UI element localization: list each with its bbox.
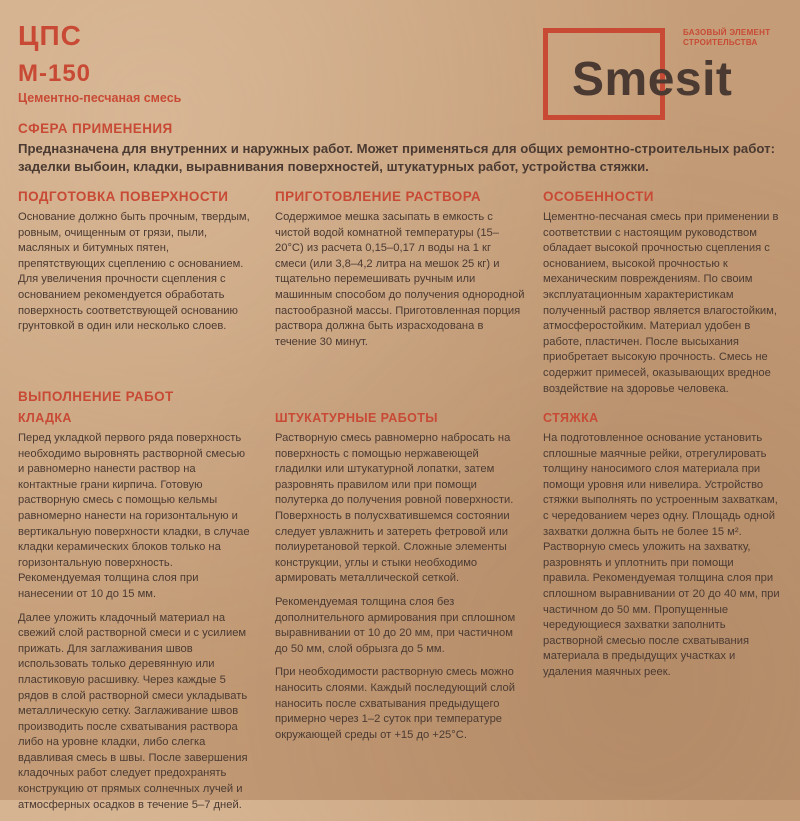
mortar-prep-title: ПРИГОТОВЛЕНИЕ РАСТВОРА — [275, 189, 482, 204]
screed-text — [543, 431, 783, 689]
features-title: ОСОБЕННОСТИ — [543, 189, 654, 204]
masonry-title: КЛАДКА — [18, 411, 72, 425]
plaster-paragraph: При необходимости растворную смесь можно наносить слоями. Каждый последующий слой наносить после схватывания предыдущего примерно через 1–2 суток при температуре окружающей среды от +15 до +25°С. — [275, 666, 515, 741]
masonry-text — [18, 431, 253, 821]
screed-paragraph: На подготовленное основание установить сплошные маячные рейки, отрегулировать толщину наносимого слоя материала при помощи уровня или нивелира. Устройство стяжки выполнять по устроенным захваткам, с чередованием через одну. Площадь одной захватки должна быть не более 15 м². Растворную смесь уложить на захватку, разровнять и уплотнить при помощи правила. Рекомендуемая толщина слоя при сплошном выравнивании от 20 до 40 мм, при частичном до 50 мм. Пропущенные чередующиеся захватки заполнить растворной смесью после схватывания материала в предыдущих участках и удаления маячных реек. — [543, 432, 780, 678]
screed-title: СТЯЖКА — [543, 411, 599, 425]
logo-tagline-line-1: БАЗОВЫЙ ЭЛЕМЕНТ — [683, 28, 771, 37]
works-title: ВЫПОЛНЕНИЕ РАБОТ — [18, 389, 174, 404]
product-code: ЦПС — [18, 20, 82, 51]
surface-prep-text: Основание должно быть прочным, твердым, ровным, очищенным от грязи, пыли, масляных и битумных пятен, препятствующих сцеплению с основанием. Для увеличения прочности сцепления с основанием рекомендуется обработать поверхность соответствующей основанию грунтовкой в один или несколько слоев. — [18, 211, 250, 333]
logo-tagline-line-2: СТРОИТЕЛЬСТВА — [683, 38, 758, 47]
logo-tagline — [683, 28, 770, 48]
plaster-text — [275, 431, 525, 751]
plaster-paragraph: Рекомендуемая толщина слоя без дополнительного армирования при сплошном выравнивании от 10 до 20 мм, при частичном до 50 мм, слой обрызга до 5 мм. — [275, 595, 516, 655]
product-subtitle: Цементно-песчаная смесь — [18, 91, 182, 105]
surface-prep-title: ПОДГОТОВКА ПОВЕРХНОСТИ — [18, 189, 229, 204]
mortar-prep-text: Содержимое мешка засыпать в емкость с чистой водой комнатной температуры (15–20°С) из расчета 0,15–0,17 л воды на 1 кг смеси (или 3,8–4,2 литра на мешок 25 кг) и тщательно перемешивать ручным или машинным способом до получения однородной пастообразной массы. Приготовленная порция раствора должна быть израсходована в течение 30 минут. — [275, 211, 525, 348]
application-title: СФЕРА ПРИМЕНЕНИЯ — [18, 121, 173, 136]
product-grade: М-150 — [18, 60, 92, 87]
masonry-paragraph: Далее уложить кладочный материал на свежий слой растворной смеси и с усилием прижать. Для заглаживания швов использовать только деревянную или пластиковую расшивку. Через каждые 5 рядов в слой растворной смеси укладывать металлическую сетку. Заглаживание швов производить после схватывания раствора либо на уровне кладки, либо слегка вдавливая смесь в швы. После завершения кладочных работ следует предохранять конструкцию от прямых солнечных лучей и атмосферных осадков в течение 5–7 дней. — [18, 611, 248, 811]
masonry-paragraph: Перед укладкой первого ряда поверхность необходимо выровнять растворной смесью и равномерно нанести раствор на контактные грани кирпича. Готовую растворную смесь с помощью кельмы равномерно нанести на горизонтальную и вертикальную поверхности кладки, в случае кладки керамических блоков только на горизонтальную поверхность. Рекомендуемая толщина слоя при нанесении от 10 до 15 мм. — [18, 432, 250, 600]
application-text: Предназначена для внутренних и наружных работ. Может применяться для общих ремонтно-строительных работ: заделки выбоин, кладки, выравнивания поверхностей, штукатурных работ, устройства стяжки. — [18, 141, 775, 174]
plaster-title: ШТУКАТУРНЫЕ РАБОТЫ — [275, 411, 438, 425]
plaster-paragraph: Растворную смесь равномерно набросать на поверхность с помощью нержавеющей гладилки или штукатурной лопатки, затем разровнять правилом или при помощи полутерка до получения ровной поверхности. Поверхность в полусхватившемся состоянии следует увлажнить и затереть фетровой или полиуретановой теркой. Сложные элементы конструкции, углы и стыки необходимо армировать металлической сеткой. — [275, 432, 514, 585]
logo-brand: Smesit — [572, 53, 733, 106]
features-text: Цементно-песчаная смесь при применении в соответствии с настоящим руководством обладает высокой прочностью сцепления с основанием, высокой прочностью к механическим повреждениям. По своим эксплуатационным характеристикам полученный раствор является влагостойким, атмосферостойким. Материал удобен в работе, пластичен. После высыхания приобретает высокую прочность. Смесь не содержит примесей, оказывающих вредное воздействие на здоровье человека. — [543, 211, 779, 395]
